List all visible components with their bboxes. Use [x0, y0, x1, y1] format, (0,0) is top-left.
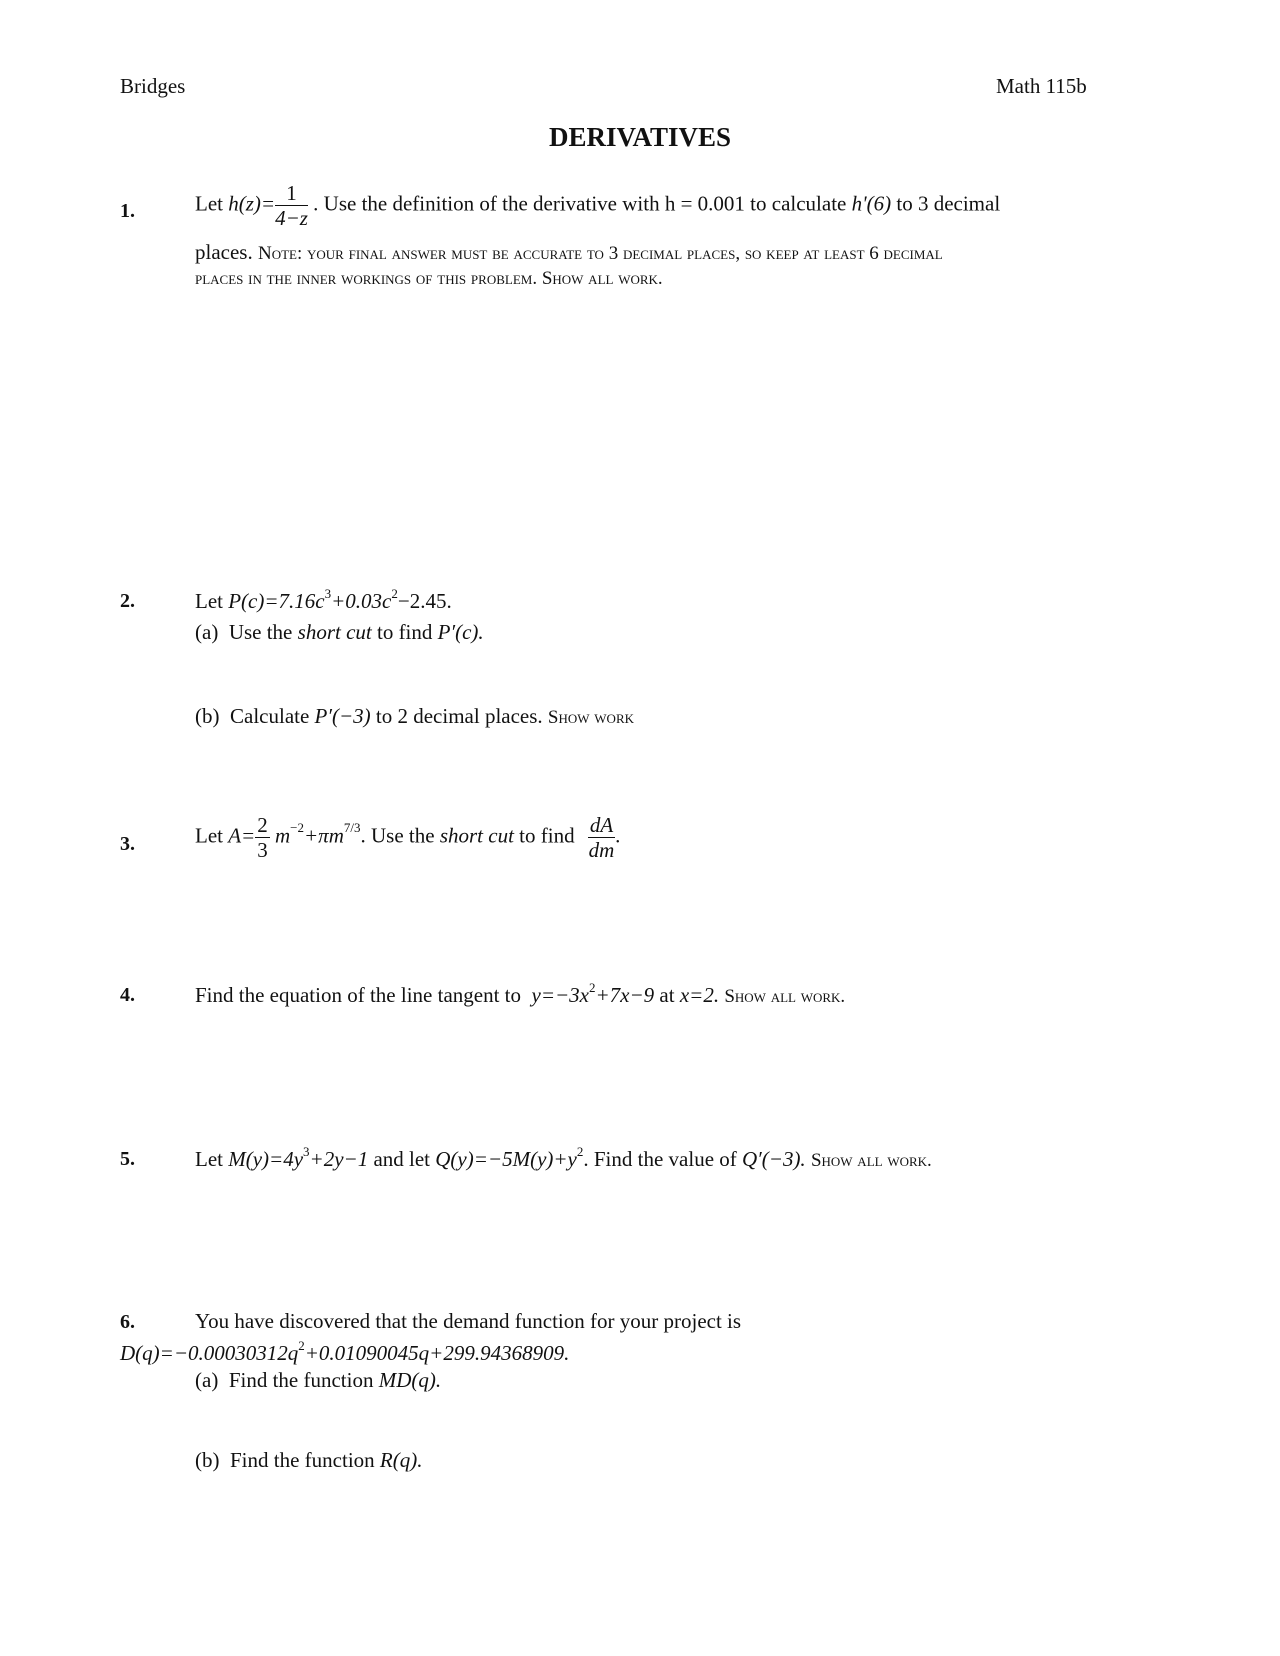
question-1-line1	[195, 181, 1000, 230]
q3-shortcut: short cut	[439, 823, 514, 848]
q1-note-line3: places in the inner workings of this problem. Show all work.	[195, 268, 663, 289]
q6-expr1: D(q)=−0.00030312q	[120, 1341, 299, 1365]
question-1-line2	[195, 240, 943, 265]
q1-fraction	[275, 181, 308, 230]
q2b-label: (b)	[195, 704, 220, 728]
q2-end: −2.45.	[397, 589, 452, 613]
q3-derivative	[588, 813, 615, 862]
q3-exp1: −2	[290, 820, 304, 836]
header-author: Bridges	[120, 74, 186, 98]
q6b-label: (b)	[195, 1448, 220, 1472]
page-title: DERIVATIVES	[548, 122, 732, 152]
question-3-line	[195, 813, 620, 862]
q2-exp1: 3	[324, 586, 332, 601]
q1-note-line2: Note: your final answer must be accurate to 3 decimal places, so keep at least 6 decimal	[257, 243, 943, 264]
q4-text: Find the equation of the line tangent to	[195, 983, 522, 1007]
q6a-label: (a)	[195, 1368, 219, 1392]
q5-expr2b: .	[583, 1147, 589, 1171]
q2b-expr: P′(−3)	[314, 704, 371, 728]
q2a-expr: P′(c).	[437, 620, 484, 644]
q4-expr1: y=−3x	[531, 983, 589, 1007]
question-5-line	[195, 1146, 932, 1172]
question-6b	[195, 1448, 422, 1473]
q3-frac-numerator: 2	[257, 813, 268, 837]
q1-function-lhs: h(z)=	[228, 191, 276, 216]
q5-let: Let	[195, 1147, 223, 1171]
q3-frac-denominator: 3	[257, 838, 268, 862]
q3-let: Let	[195, 823, 223, 848]
q1-places: places.	[195, 240, 253, 264]
q1-text-a: . Use the definition of the derivative with h = 0.001 to calculate	[313, 191, 847, 216]
q6b-text: Find the function	[230, 1448, 375, 1472]
q3-exp2: 7/3	[343, 820, 361, 836]
q5-exp1: 3	[303, 1144, 310, 1159]
q1-frac-denominator: 4−z	[275, 206, 308, 230]
q2a-text1: Use the	[228, 620, 293, 644]
q1-frac-numerator: 1	[275, 181, 308, 206]
header-course: Math 115b	[996, 74, 1087, 98]
q5-note: Show all work.	[810, 1150, 932, 1171]
question-6-text: You have discovered that the demand function for your project is	[195, 1309, 742, 1333]
q6a-text: Find the function	[228, 1368, 374, 1392]
q1-let: Let	[195, 191, 223, 216]
question-2b	[195, 704, 634, 729]
question-3-number: 3.	[120, 833, 135, 855]
q2-expr: P(c)=7.16c	[228, 589, 325, 613]
q3-fraction	[255, 813, 270, 862]
q3-pi-m: +πm	[304, 823, 344, 848]
q6a-expr: MD(q).	[378, 1368, 442, 1392]
q3-dA: dA	[589, 813, 614, 837]
question-6a	[195, 1368, 441, 1393]
question-2-line1	[195, 588, 452, 614]
q4-expr2: +7x−9	[595, 983, 655, 1007]
q2-let: Let	[195, 589, 223, 613]
q3-lhs: A=	[228, 823, 256, 848]
question-5-number: 5.	[120, 1148, 135, 1170]
q2a-label: (a)	[195, 620, 219, 644]
question-4-line	[195, 982, 845, 1008]
question-2-number: 2.	[120, 590, 135, 612]
question-1-number: 1.	[120, 200, 135, 222]
q3-text1: . Use the	[360, 823, 435, 848]
q1-text-b: to 3 decimal	[896, 191, 1001, 216]
q4-exp: 2	[589, 980, 596, 995]
q1-expr: h'(6)	[851, 191, 892, 216]
question-4-number: 4.	[120, 984, 135, 1006]
q5-expr1: M(y)=4y	[228, 1147, 304, 1171]
q3-dot: .	[615, 823, 621, 848]
q2-mid: +0.03c	[331, 589, 392, 613]
q3-dm: dm	[588, 838, 615, 862]
question-6-number: 6.	[120, 1311, 135, 1333]
q4-at: at	[659, 983, 675, 1007]
q5-and-let: and let	[373, 1147, 431, 1171]
q2-exp2: 2	[391, 586, 398, 601]
q2a-shortcut: short cut	[297, 620, 372, 644]
q2b-text2: to 2 decimal places.	[375, 704, 543, 728]
q6-exp: 2	[298, 1338, 305, 1353]
q3-text2: to find	[519, 823, 575, 848]
q6b-expr: R(q).	[379, 1448, 423, 1472]
q2b-note: Show work	[547, 707, 635, 728]
q5-text: Find the value of	[593, 1147, 737, 1171]
q5-expr2: Q(y)=−5M(y)+y	[435, 1147, 577, 1171]
q4-note: Show all work.	[724, 986, 846, 1007]
q2a-text2: to find	[376, 620, 433, 644]
q5-expr3: Q′(−3).	[742, 1147, 806, 1171]
q2b-text1: Calculate	[230, 704, 310, 728]
q5-expr1b: +2y−1	[309, 1147, 369, 1171]
q4-expr3: x=2.	[679, 983, 720, 1007]
question-2a	[195, 620, 484, 645]
question-6-demand	[120, 1340, 569, 1366]
q6-expr1b: +0.01090045q+299.94368909.	[304, 1341, 570, 1365]
q3-m: m	[274, 823, 291, 848]
q5-exp2: 2	[576, 1144, 584, 1159]
